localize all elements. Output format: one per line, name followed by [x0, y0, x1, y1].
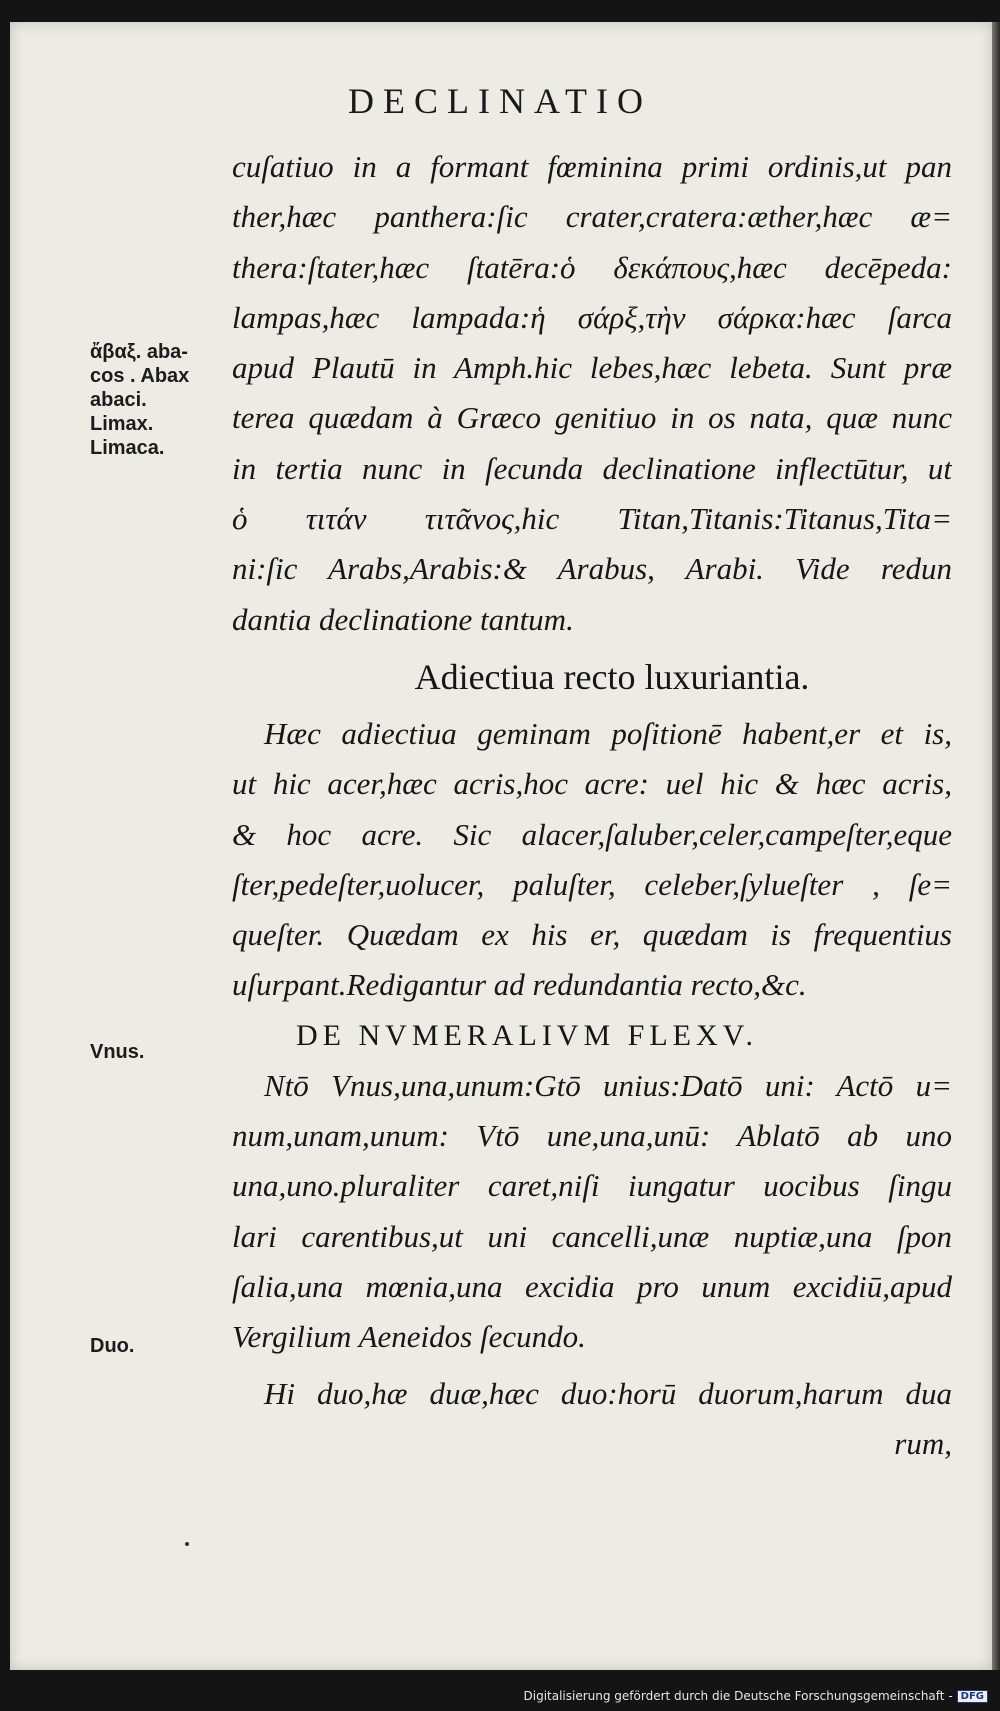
text-line: thera:ſtater,hæc ſtatēra:ὁ δεκάπους,hæc decēpeda: [232, 249, 952, 285]
text-line: ut hic acer,hæc acris,hoc acre: uel hic & hæc acris, [232, 766, 952, 802]
ink-speck [185, 1542, 189, 1546]
text-line: ſalia,una mœnia,una excidia pro unum excidiū,apud [232, 1268, 952, 1304]
text-line: in tertia nunc in ſecunda declinatione inflectūtur, ut [232, 450, 952, 486]
text-line: uſurpant.Redigantur ad redundantia recto,&c. [232, 967, 807, 1003]
text-line: Ntō Vnus,una,unum:Gtō unius:Datō uni: Actō u= [264, 1067, 952, 1103]
text-line: ὁ τιτάν τιτᾶνος,hic Titan,Titanis:Titanus,Tita= [232, 501, 952, 537]
text-line: cuſatiuo in a formant fœminina primi ordinis,ut pan [232, 149, 952, 184]
text-line: ther,hæc panthera:ſic crater,cratera:æther,hæc æ= [232, 199, 952, 235]
text-line: Hi duo,hæ duæ,hæc duo:horū duorum,harum dua [264, 1375, 952, 1411]
page-edge [992, 22, 1000, 1670]
text-line: terea quædam à Græco genitiuo in os nata, quæ nunc [232, 400, 952, 436]
margin-note-duo: Duo. [90, 1335, 135, 1357]
text-line: queſter. Quædam ex his er, quædam is frequentius [232, 917, 952, 953]
running-head: DECLINATIO [348, 81, 652, 121]
section-title: DE NVMERALIVM FLEXV. [296, 1018, 758, 1052]
digitization-footer [524, 1689, 989, 1703]
text-line: ſter,pedeſter,uolucer, paluſter, celeber,ſylueſter , ſe= [232, 866, 952, 902]
margin-note-line: Limax. [90, 413, 154, 435]
dfg-logo: DFG [957, 1690, 988, 1703]
text-line: Hæc adiectiua geminam poſitionē habent,er et is, [264, 715, 952, 751]
margin-note [90, 340, 189, 460]
margin-note-line: ἄβαξ. aba- [90, 341, 188, 363]
section-heading: Adiectiua recto luxuriantia. [414, 656, 810, 697]
margin-note-line: Limaca. [90, 437, 165, 459]
text-line: & hoc acre. Sic alacer,ſaluber,celer,campeſter,eque [232, 816, 952, 852]
text-line: ni:ſic Arabs,Arabis:& Arabus, Arabi. Vide redun [232, 551, 952, 587]
text-line: dantia declinatione tantum. [232, 601, 574, 637]
margin-note-line: abaci. [90, 389, 147, 411]
text-line: num,unam,unum: Vtō une,una,unū: Ablatō ab uno [232, 1118, 952, 1154]
text-line: apud Plautū in Amph.hic lebes,hæc lebeta. Sunt præ [232, 350, 952, 386]
margin-note-unus: Vnus. [90, 1041, 145, 1063]
text-line: Vergilium Aeneidos ſecundo. [232, 1319, 586, 1355]
main-text [232, 142, 952, 1469]
footer-text: Digitalisierung gefördert durch die Deutsche Forschungsgemeinschaft - [523, 1689, 953, 1703]
margin-note-line: cos . Abax [90, 365, 190, 387]
text-line: una,uno.pluraliter caret,niſi iungatur uocibus ſingu [232, 1168, 952, 1204]
text-line: lari carentibus,ut uni cancelli,unæ nuptiæ,una ſpon [232, 1218, 952, 1254]
catchword: rum, [894, 1425, 952, 1461]
text-line: lampas,hæc lampada:ἡ σάρξ,τὴν σάρκα:hæc ſarca [232, 299, 952, 335]
